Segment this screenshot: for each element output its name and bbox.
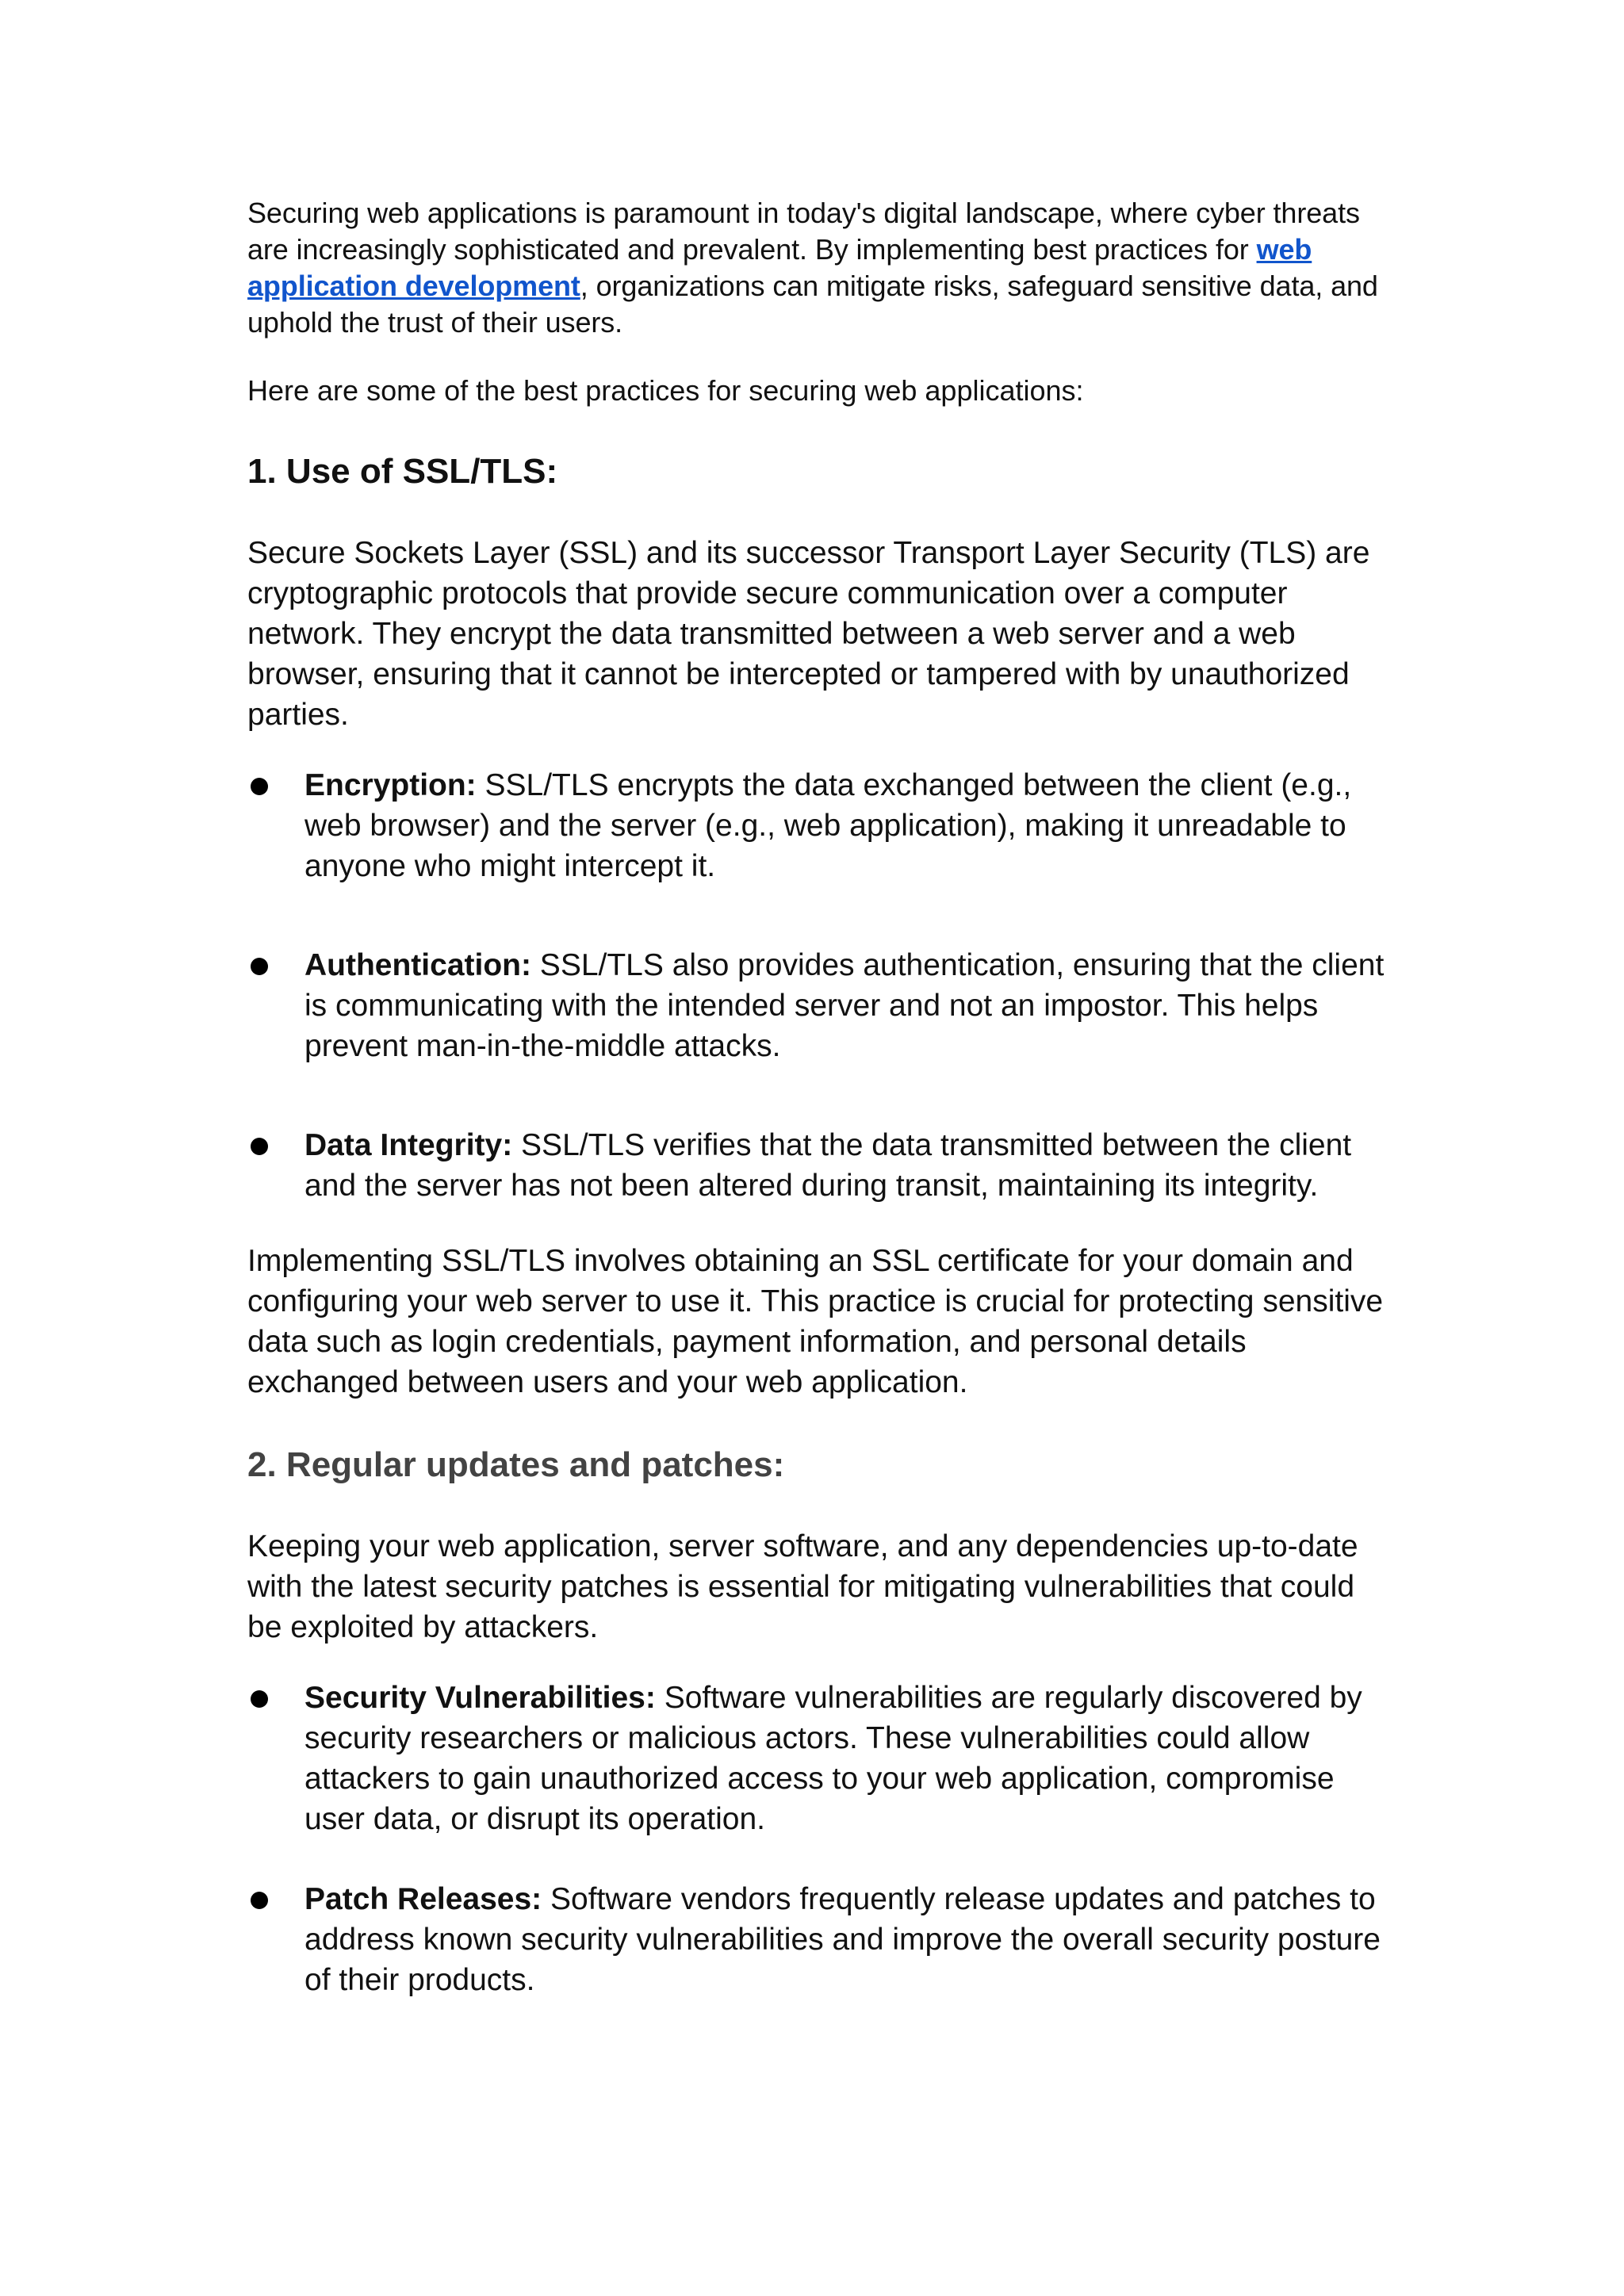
bullet-dot-icon xyxy=(251,958,268,975)
bullet-text: SSL/TLS encrypts the data exchanged between the client (e.g., web browser) and the server (e.g., web application), making it unreadable to anyone who might intercept it. xyxy=(304,768,1352,883)
bullet-dot-icon xyxy=(251,1138,268,1155)
bullet-dot-icon xyxy=(251,1690,268,1708)
section-2-paragraph: Keeping your web application, server software, and any dependencies up-to-date with the latest security patches is essential for mitigating vulnerabilities that could be exploited by attackers. xyxy=(247,1529,1358,1644)
bullet-dot-icon xyxy=(251,1892,268,1909)
bullet-text: SSL/TLS verifies that the data transmitted between the client and the server has not been altered during transit, maintaining its integrity. xyxy=(304,1128,1352,1203)
bullet-text: Software vendors frequently release updates and patches to address known security vulnerabilities and improve the overall security posture of their products. xyxy=(304,1882,1381,1997)
bullet-term: Patch Releases: xyxy=(304,1882,542,1916)
bullet-data-integrity xyxy=(247,1125,1389,1206)
bullet-security-vulnerabilities xyxy=(247,1678,1389,1839)
web-app-development-link[interactable]: web application development xyxy=(247,233,1312,302)
bullet-term: Security Vulnerabilities: xyxy=(304,1681,656,1715)
section-1-bullet-list xyxy=(247,765,1389,1206)
lead-paragraph: Here are some of the best practices for securing web applications: xyxy=(247,374,1084,407)
section-2-bullet-list xyxy=(247,1678,1389,2000)
intro-text-before-link: Securing web applications is paramount in today's digital landscape, where cyber threats are increasingly sophisticated and prevalent. By implementing best practices for xyxy=(247,197,1360,266)
bullet-term: Encryption: xyxy=(304,768,477,802)
bullet-text: Software vulnerabilities are regularly discovered by security researchers or malicious actors. These vulnerabilities could allow attackers to gain unauthorized access to your web application, compromise user data, or disrupt its operation. xyxy=(304,1681,1362,1836)
bullet-authentication xyxy=(247,945,1389,1066)
bullet-term: Authentication: xyxy=(304,948,531,982)
intro-paragraph xyxy=(247,195,1389,341)
bullet-patch-releases xyxy=(247,1879,1389,2000)
section-1-heading: 1. Use of SSL/TLS: xyxy=(247,452,558,491)
document-page xyxy=(247,195,1389,2035)
bullet-text: SSL/TLS also provides authentication, ensuring that the client is communicating with the intended server and not an impostor. This helps prevent man-in-the-middle attacks. xyxy=(304,948,1385,1063)
intro-text-after-link: , organizations can mitigate risks, safeguard sensitive data, and uphold the trust of their users. xyxy=(247,270,1378,339)
bullet-dot-icon xyxy=(251,778,268,795)
bullet-term: Data Integrity: xyxy=(304,1128,513,1162)
bullet-encryption xyxy=(247,765,1389,886)
section-2-heading: 2. Regular updates and patches: xyxy=(247,1445,785,1484)
section-1-closing-paragraph: Implementing SSL/TLS involves obtaining an SSL certificate for your domain and configuring your web server to use it. This practice is crucial for protecting sensitive data such as login credentials, payment information, and personal details exchanged between users and your web application. xyxy=(247,1244,1384,1399)
section-1-paragraph: Secure Sockets Layer (SSL) and its successor Transport Layer Security (TLS) are cryptographic protocols that provide secure communication over a computer network. They encrypt the data transmitted between a web server and a web browser, ensuring that it cannot be intercepted or tampered with by unauthorized parties. xyxy=(247,536,1370,732)
